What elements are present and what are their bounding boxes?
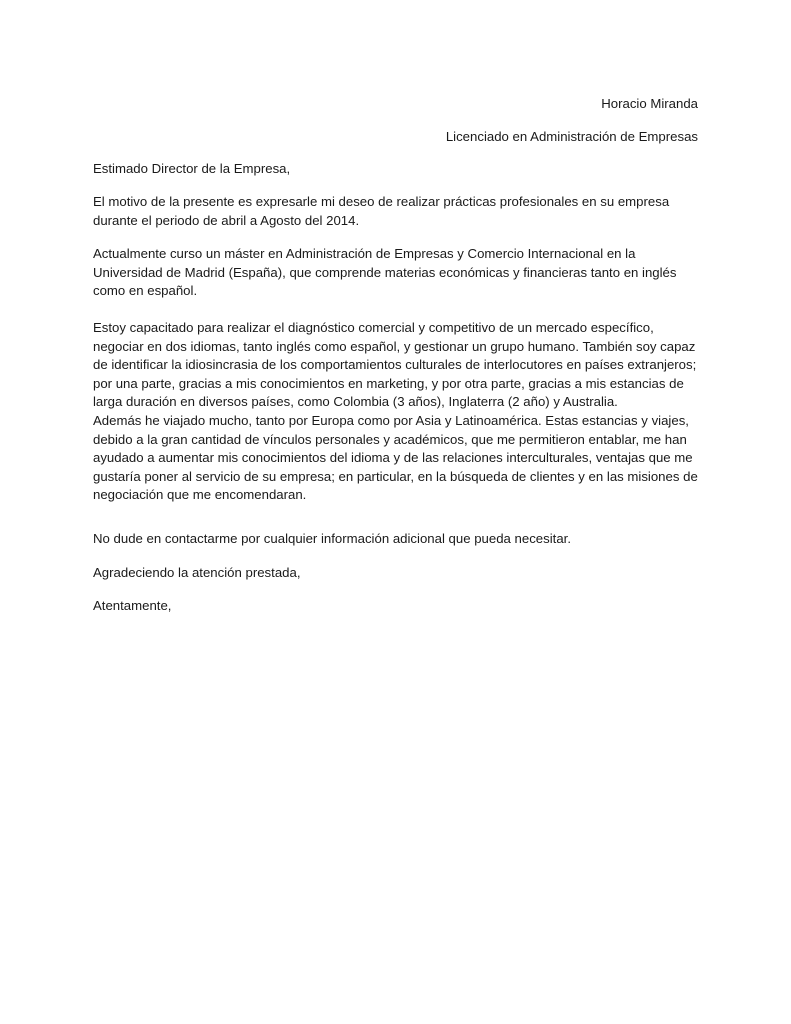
paragraph-line: Universidad de Madrid (España), que comprende materias económicas y financieras tanto en inglés [93, 264, 677, 280]
paragraph-line: ayudado a aumentar mis conocimientos del idioma y de las relaciones interculturales, ventajas que me [93, 450, 693, 466]
paragraph-contact [93, 530, 705, 549]
closing-thanks: Agradeciendo la atención prestada, [93, 565, 301, 580]
paragraph-line: Estoy capacitado para realizar el diagnóstico comercial y competitivo de un mercado específico, [93, 320, 654, 335]
paragraph-line: de identificar la idiosincrasia de los comportamientos culturales de interlocutores en países extranjeros; [93, 357, 697, 373]
paragraph-internship-request [93, 193, 705, 230]
paragraph-line: No dude en contactarme por cualquier información adicional que pueda necesitar. [93, 531, 571, 546]
sender-title: Licenciado en Administración de Empresas [445, 129, 698, 144]
paragraph-studies [93, 245, 705, 301]
salutation: Estimado Director de la Empresa, [93, 161, 291, 176]
paragraph-line: negociación que me encomendaran. [93, 487, 307, 503]
sender-name: Horacio Miranda [601, 96, 698, 111]
sign-off: Atentamente, [93, 598, 172, 613]
paragraph-line: Actualmente curso un máster en Administración de Empresas y Comercio Internacional en la [93, 246, 636, 261]
paragraph-line: larga duración en diversos países, como Colombia (3 años), Inglaterra (2 año) y Australia. [93, 394, 618, 410]
paragraph-skills-experience [93, 319, 705, 505]
paragraph-line: debido a la gran cantidad de vínculos personales y académicos, que me permitieron entablar, me han [93, 431, 687, 447]
paragraph-line: negociar en dos idiomas, tanto inglés como español, y gestionar un grupo humano. También soy capaz [93, 338, 696, 354]
paragraph-line: El motivo de la presente es expresarle mi deseo de realizar prácticas profesionales en su empresa [93, 194, 670, 209]
paragraph-line: durante el periodo de abril a Agosto del 2014. [93, 212, 360, 228]
paragraph-line: por una parte, gracias a mis conocimientos en marketing, y por otra parte, gracias a mis estancias de [93, 375, 684, 391]
paragraph-line: gustaría poner al servicio de su empresa; en particular, en la búsqueda de clientes y en las misiones de [93, 468, 698, 484]
paragraph-line: Además he viajado mucho, tanto por Europa como por Asia y Latinoamérica. Estas estancias y viajes, [93, 412, 689, 428]
paragraph-line: como en español. [93, 283, 198, 299]
